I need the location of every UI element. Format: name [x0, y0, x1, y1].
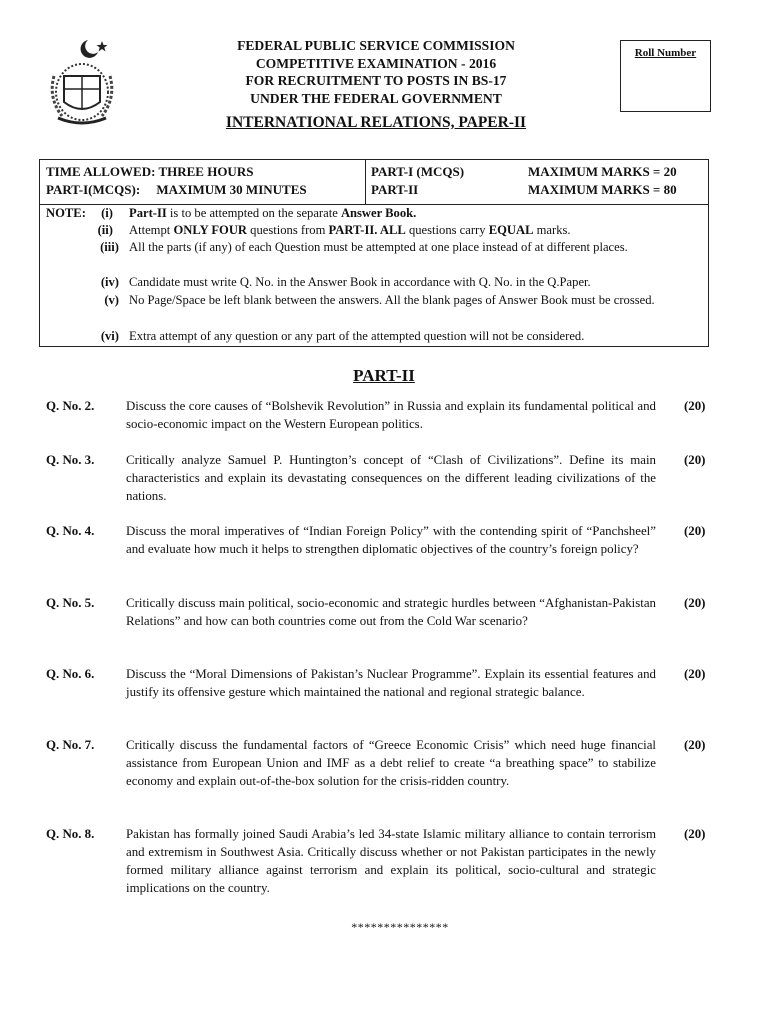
roll-number-box[interactable] — [620, 40, 711, 112]
note-number: (ii) — [97, 223, 113, 237]
instructions-table — [39, 159, 709, 347]
question-marks: (20) — [684, 399, 706, 413]
time-marks-row — [40, 160, 708, 205]
commission-header — [200, 37, 552, 107]
question-marks: (20) — [684, 667, 706, 681]
question-number: Q. No. 3. — [46, 453, 95, 467]
question-text: Pakistan has formally joined Saudi Arabia’s led 34-state Islamic military alliance to contain terrorism and extremism in Southwest Asia. Critically discuss whether or not Pakistan participates in the newly formed military alliance against terrorism and explain its political, socio-cultural and strategic implications on the country. — [126, 827, 656, 895]
note-number: (iii) — [100, 240, 119, 254]
note-number: (v) — [104, 293, 119, 307]
paper-title: INTERNATIONAL RELATIONS, PAPER-II — [225, 114, 527, 131]
question-marks: (20) — [684, 596, 706, 610]
note-text: Candidate must write Q. No. in the Answer Book in accordance with Q. No. in the Q.Paper. — [129, 275, 591, 289]
note-text: All the parts (if any) of each Question must be attempted at one place instead of at different places. — [129, 240, 628, 254]
header-line: UNDER THE FEDERAL GOVERNMENT — [250, 90, 502, 106]
question-text: Discuss the core causes of “Bolshevik Revolution” in Russia and explain its fundamental political and socio-economic impact on the Western European politics. — [126, 399, 656, 431]
note-text: Extra attempt of any question or any part of the attempted question will not be considered. — [129, 329, 585, 343]
question-marks: (20) — [684, 827, 706, 841]
time-allowed: TIME ALLOWED: THREE HOURS — [46, 164, 254, 179]
question-number: Q. No. 5. — [46, 596, 95, 610]
note-text: Attempt ONLY FOUR questions from PART-II. ALL questions carry EQUAL marks. — [129, 223, 571, 237]
note-number: (vi) — [100, 329, 119, 343]
government-emblem-icon — [44, 36, 120, 132]
question-number: Q. No. 8. — [46, 827, 95, 841]
part1-label: PART-I (MCQS) — [371, 164, 465, 179]
question-number: Q. No. 4. — [46, 524, 95, 538]
part1-marks: MAXIMUM MARKS = 20 — [528, 164, 677, 179]
note-number: (i) — [101, 206, 113, 220]
mcq-time: PART-I(MCQS): MAXIMUM 30 MINUTES — [46, 182, 307, 197]
note-text: No Page/Space be left blank between the answers. All the blank pages of Answer Book must be crossed. — [129, 293, 655, 307]
header-line: FOR RECRUITMENT TO POSTS IN BS-17 — [245, 73, 507, 88]
part2-label: PART-II — [371, 182, 419, 197]
note-text: Part-II is to be attempted on the separate Answer Book. — [129, 206, 417, 220]
question-text: Critically discuss the fundamental factors of “Greece Economic Crisis” which need huge financial assistance from European Union and IMF as a debt relief to create “a breathing space” to stabilize economy and explain out-of-the-box solution for the crisis-ridden country. — [126, 738, 656, 788]
question-number: Q. No. 7. — [46, 738, 95, 752]
question-text: Discuss the “Moral Dimensions of Pakistan’s Nuclear Programme”. Explain its essential features and justify its offensive gesture which maintained the national and regional strategic balance. — [126, 667, 656, 699]
time-cell — [40, 160, 366, 204]
question-number: Q. No. 6. — [46, 667, 95, 681]
end-marker: *************** — [351, 920, 449, 934]
header-line: COMPETITIVE EXAMINATION - 2016 — [255, 55, 497, 71]
part2-marks: MAXIMUM MARKS = 80 — [528, 182, 677, 197]
note-label: NOTE: — [46, 206, 86, 220]
part-heading: PART-II — [353, 366, 415, 385]
header-line: FEDERAL PUBLIC SERVICE COMMISSION — [237, 38, 515, 53]
question-number: Q. No. 2. — [46, 399, 95, 413]
question-text: Critically analyze Samuel P. Huntington’s concept of “Clash of Civilizations”. Define its main characteristics and explain its devastating consequences on the different leading civilizations of the nations. — [126, 453, 656, 503]
question-text: Discuss the moral imperatives of “Indian Foreign Policy” with the contending spirit of “Panchsheel” and evaluate how much it helps to strengthen diplomatic objectives of the country’s foreign policy? — [126, 524, 656, 556]
question-marks: (20) — [684, 738, 706, 752]
note-number: (iv) — [100, 275, 119, 289]
question-marks: (20) — [684, 524, 706, 538]
roll-number-label: Roll Number — [634, 47, 697, 59]
question-text: Critically discuss main political, socio-economic and strategic hurdles between “Afghanistan-Pakistan Relations” and how can both countries come out from the Cold War scenario? — [126, 596, 656, 628]
question-marks: (20) — [684, 453, 706, 467]
